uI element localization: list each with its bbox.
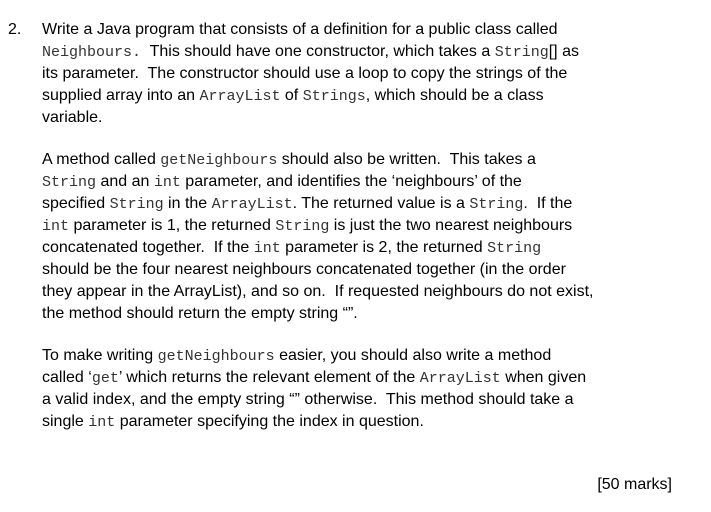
question-number: 2. [8,21,22,38]
text-line [42,171,682,193]
text-line [42,281,682,303]
text-line [42,107,682,129]
text-segment: in the [163,195,212,212]
text-segment: should also be written. This takes a [277,151,536,168]
code-term: int [153,174,181,191]
text-line [42,345,682,367]
text-segment: specified [42,195,110,212]
text-segment: This should have one constructor, which takes a [141,43,495,60]
code-term: Strings [302,88,366,105]
text-line [42,389,682,411]
marks-label: [50 marks] [597,476,672,493]
text-segment: its parameter. The constructor should use a loop to copy the strings of the [42,65,568,82]
text-segment: parameter is 2, the returned [280,239,488,256]
text-segment: a valid index, and the empty string “” otherwise. This method should take a [42,391,574,408]
text-line [42,63,682,85]
text-segment: variable. [42,109,103,126]
code-term: . [132,44,142,61]
text-segment: when given [500,369,587,386]
text-line [42,237,682,259]
text-line [42,193,682,215]
text-line [42,215,682,237]
text-segment: and an [96,173,154,190]
code-term: int [42,218,70,235]
text-segment: parameter is 1, the returned [69,217,276,234]
text-segment: A method called [42,151,161,168]
text-line [42,259,682,281]
code-term: String [109,196,164,213]
code-term: getNeighbours [157,348,275,365]
paragraph-2 [42,149,682,325]
text-segment: single [42,413,89,430]
text-line [42,41,682,63]
code-term: String [494,44,549,61]
text-segment: should be the four nearest neighbours concatenated together (in the order [42,261,566,278]
text-segment: easier, you should also write a method [274,347,552,364]
text-segment: called ‘ [42,369,92,386]
code-term: ArrayList [211,196,293,213]
code-term: String [275,218,330,235]
text-line [42,367,682,389]
text-segment: [] as [548,43,579,60]
text-segment: of [280,87,303,104]
text-segment: supplied array into an [42,87,200,104]
code-term: int [88,414,116,431]
code-term: String [469,196,524,213]
text-segment: concatenated together. If the [42,239,254,256]
text-segment: ’ which returns the relevant element of the [118,369,420,386]
text-segment: To make writing [42,347,158,364]
code-term: ArrayList [199,88,281,105]
question-body [42,19,682,453]
text-segment: . The returned value is a [292,195,470,212]
code-term: Neighbours [42,44,133,61]
text-segment: is just the two nearest neighbours [329,217,573,234]
text-line [42,85,682,107]
text-segment: , which should be a class [365,87,544,104]
text-line [42,149,682,171]
text-segment: parameter specifying the index in question. [115,413,424,430]
text-segment: the method should return the empty string “”. [42,305,358,322]
text-line [42,19,682,41]
text-segment: Write a Java program that consists of a definition for a public class called [42,21,558,38]
text-segment: they appear in the ArrayList), and so on. If requested neighbours do not exist, [42,283,594,300]
code-term: String [42,174,97,191]
paragraph-3 [42,345,682,433]
text-segment: . If the [523,195,573,212]
text-segment: parameter, and identifies the ‘neighbours’ of the [180,173,522,190]
text-line [42,303,682,325]
code-term: ArrayList [419,370,501,387]
code-term: int [253,240,281,257]
code-term: String [487,240,542,257]
text-line [42,411,682,433]
code-term: get [91,370,119,387]
paragraph-1 [42,19,682,129]
code-term: getNeighbours [160,152,278,169]
